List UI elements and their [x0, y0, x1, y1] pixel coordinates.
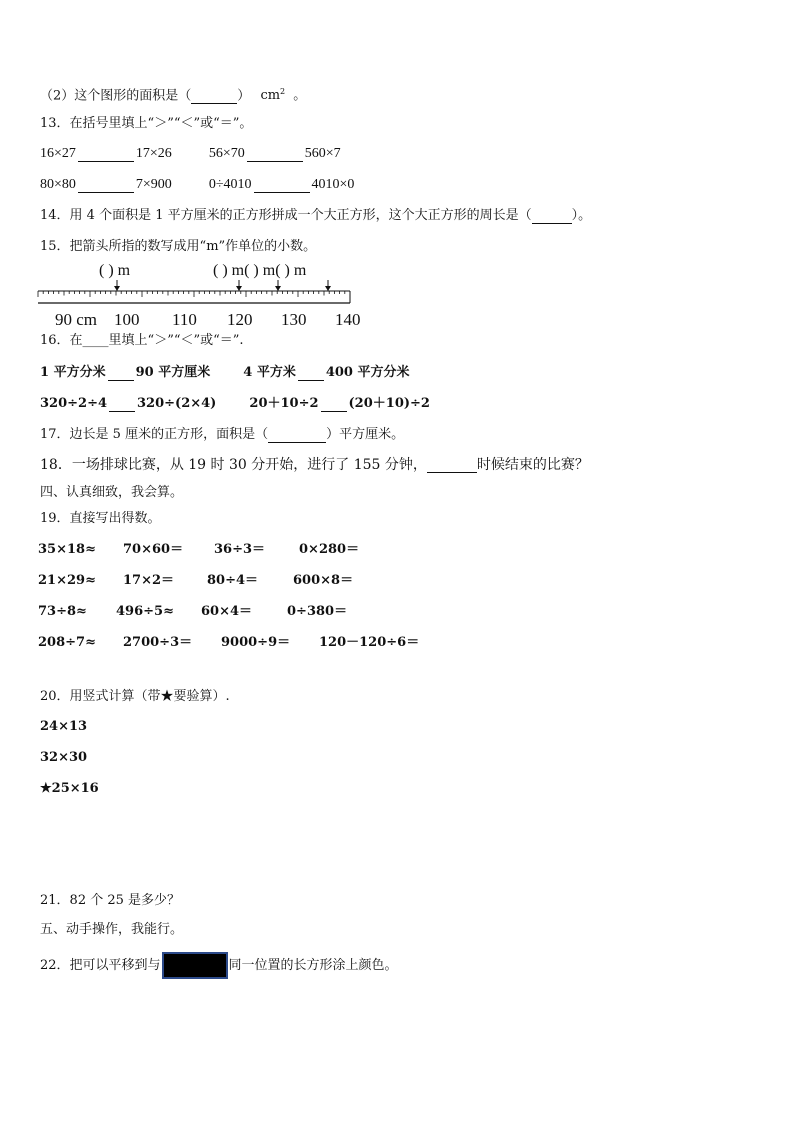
q16-r2-c: 20＋10÷2 [249, 396, 319, 411]
q18-blank[interactable] [427, 459, 477, 473]
q20-title: 20．用竖式计算（带★要验算）. [40, 689, 230, 704]
q17-blank[interactable] [268, 429, 326, 443]
ruler-label-130: 130 [281, 310, 307, 329]
section-4-heading: 四、认真细致，我会算。 [40, 485, 184, 500]
q16-r1-blank1[interactable] [108, 367, 134, 381]
q16-r2-blank2[interactable] [321, 398, 347, 412]
q12-part2-unit-sup: 2 [280, 87, 286, 96]
q22-text: 22．把可以平移到与 [40, 958, 161, 973]
q18-end: 时候结束的比赛？ [476, 457, 589, 473]
q16-r2-b: 320÷(2×4) [137, 396, 217, 411]
q13-title: 13．在括号里填上“＞”“＜”或“＝”。 [40, 116, 253, 131]
q19-r2c4: 600×8＝ [293, 573, 354, 588]
q19-r4c4: 120－120÷6＝ [319, 635, 420, 650]
q19-r1c3: 36÷3＝ [214, 542, 266, 557]
ruler-ticks [38, 280, 350, 303]
q21-line: 21．82 个 25 是多少？ [40, 893, 181, 908]
q19-r3c2: 496÷5≈ [116, 604, 174, 619]
q16-title: 16．在____里填上“＞”“＜”或“＝”. [40, 333, 244, 348]
q16-r1-blank2[interactable] [298, 367, 324, 381]
q16-r1-b: 90 平方厘米 [135, 365, 211, 380]
q18-line [40, 457, 589, 473]
q13-r1-expr1: 16×27 [40, 146, 76, 161]
q19-r4c3: 9000÷9＝ [221, 635, 291, 650]
q18-text: 18．一场排球比赛，从 19 时 30 分开始，进行了 155 分钟， [40, 457, 427, 473]
q12-part2-text: （2）这个图形的面积是（ [40, 88, 192, 104]
q13-r2-expr3: 0÷4010 [208, 177, 252, 192]
q22-line [40, 952, 398, 979]
q17-line [40, 427, 404, 443]
ruler-label-140: 140 [335, 310, 361, 329]
q16-r1-d: 400 平方分米 [325, 365, 410, 380]
ruler-label-120: 120 [227, 310, 253, 329]
q17-end: ）平方厘米。 [326, 427, 405, 442]
q19-title: 19．直接写出得数。 [40, 511, 161, 526]
q22-black-rectangle [162, 952, 228, 979]
q13-r1-expr2: 17×26 [135, 146, 172, 161]
q20-item-2: 32×30 [40, 750, 88, 765]
q13-r2-expr2: 7×900 [135, 177, 172, 192]
q19-r3c4: 0÷380＝ [287, 604, 348, 619]
q16-r2-d: (20＋10)÷2 [348, 396, 430, 411]
q19-r2c2: 17×2＝ [123, 573, 175, 588]
ruler-label-100: 100 [114, 310, 140, 329]
q16-r1-c: 4 平方米 [243, 365, 296, 380]
q16-row2 [40, 396, 430, 412]
q14-end: ）。 [571, 208, 592, 223]
q20-item-3: ★25×16 [40, 781, 99, 796]
q15-title: 15．把箭头所指的数写成用“m”作单位的小数。 [40, 239, 317, 254]
arrow-head-2 [236, 286, 242, 291]
q19-r1c4: 0×280＝ [299, 542, 360, 557]
q14-text: 14．用 4 个面积是 1 平方厘米的正方形拼成一个大正方形，这个大正方形的周长是（ [40, 208, 532, 223]
q13-r2-expr1: 80×80 [40, 177, 76, 192]
q15-ruler [0, 0, 794, 330]
q12-part2-close: ） [237, 88, 251, 104]
q12-part2-end: 。 [293, 88, 307, 104]
q20-item-1: 24×13 [40, 719, 88, 734]
q19-r2c1: 21×29≈ [38, 573, 96, 588]
q13-r1-expr4: 560×7 [304, 146, 341, 161]
ruler-label-90cm: 90 cm [55, 310, 98, 329]
q19-r4c2: 2700÷3＝ [123, 635, 193, 650]
q16-row1 [40, 365, 410, 381]
ruler-label-110: 110 [172, 310, 197, 329]
q19-r3c1: 73÷8≈ [38, 604, 87, 619]
q16-r1-a: 1 平方分米 [40, 365, 106, 380]
q16-r2-blank1[interactable] [109, 398, 135, 412]
arrow-head-3 [275, 286, 281, 291]
q22-end: 同一位置的长方形涂上颜色。 [228, 958, 398, 973]
q16-r2-a: 320÷2÷4 [40, 396, 108, 411]
arrow-head-4 [325, 286, 331, 291]
q19-r2c3: 80÷4＝ [207, 573, 259, 588]
q13-r1-expr3: 56×70 [208, 146, 245, 161]
section-5-heading: 五、动手操作，我能行。 [40, 922, 184, 937]
q19-r1c1: 35×18≈ [38, 542, 96, 557]
q19-r4c1: 208÷7≈ [38, 635, 96, 650]
q12-part2-unit: cm [260, 88, 281, 104]
q15-annotation-1: ( ) m [99, 262, 131, 279]
arrow-head-1 [114, 286, 120, 291]
q15-annotation-2: ( ) m( ) m( ) m [213, 262, 307, 279]
q19-r3c3: 60×4＝ [201, 604, 253, 619]
q13-r2-expr4: 4010×0 [311, 177, 355, 192]
q19-r1c2: 70×60＝ [123, 542, 184, 557]
q17-text: 17．边长是 5 厘米的正方形，面积是（ [40, 427, 269, 442]
